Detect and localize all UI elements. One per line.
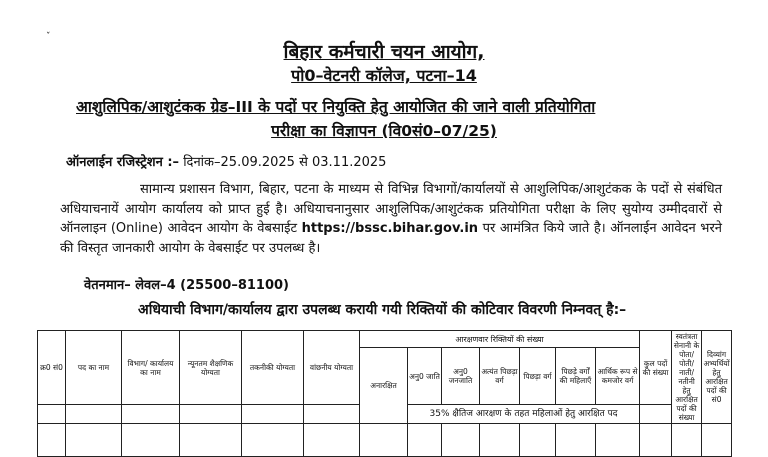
notice-paragraph — [60, 180, 722, 258]
table-cell — [360, 424, 408, 457]
header-unreserved: अनारक्षित — [360, 348, 408, 424]
pay-scale: वेतनमान– लेवल–4 (25500–81100) — [84, 278, 289, 293]
online-registration — [66, 152, 386, 170]
table-cell — [66, 405, 122, 424]
table-cell — [640, 424, 672, 457]
registration-dates: दिनांक–25.09.2025 से 03.11.2025 — [183, 155, 387, 170]
table-cell — [122, 405, 180, 424]
header-bc: पिछड़ा वर्ग — [520, 348, 556, 405]
header-st: अनु0 जनजाति — [442, 348, 480, 405]
table-cell — [66, 424, 122, 457]
table-cell — [180, 424, 242, 457]
advertisement-title-line2: परीक्षा का विज्ञापन (वि0सं0–07/25) — [271, 122, 497, 140]
header-technical-qualification: तकनीकी योग्यता — [242, 331, 304, 405]
paragraph-text-end: पर आमंत्रित किये जाते है। ऑनलाईन आवेदन भरने की विस्तृत जानकारी आयोग के वेबसाईट पर उपलब्ध है। — [60, 221, 722, 256]
registration-label: ऑनलाईन रजिस्ट्रेशन :– — [66, 155, 180, 170]
header-bc-women: पिछड़े वर्गों की महिलाएँ — [556, 348, 596, 405]
header-freedom-fighter-quota: स्वतंत्रता सेनानी के पोता/पोती/नाती/ नतीनी हेतु आरक्षित पदों की संख्या — [672, 331, 702, 424]
vacancy-table — [37, 330, 732, 457]
header-total-posts: कुल पदों की संख्या — [640, 331, 672, 405]
header-sc: अनु0 जाति — [408, 348, 442, 405]
table-cell — [304, 405, 360, 424]
scan-mark: ˇ — [46, 32, 51, 42]
table-cell — [520, 424, 556, 457]
header-ews: आर्थिक रूप से कमजोर वर्ग — [596, 348, 640, 405]
vacancy-heading: अधियाची विभाग/कार्यालय द्वारा उपलब्ध करायी गयी रिक्तियों की कोटिवार विवरणी निम्नवत् है:– — [138, 302, 627, 318]
header-department: विभाग/ कार्यालय का नाम — [122, 331, 180, 405]
header-pwd-quota: दिव्यांग अभ्यर्थियों हेतु आरक्षित पदों की सं0 — [702, 331, 732, 424]
table-cell — [480, 424, 520, 457]
advertisement-title-line1: आशुलिपिक/आशुटंकक ग्रेड–III के पदों पर नियुक्ति हेतु आयोजित की जाने वाली प्रतियोगिता — [76, 98, 596, 116]
commission-address: पो0–वेटनरी कॉलेज, पटना–14 — [291, 66, 477, 85]
table-cell — [38, 405, 66, 424]
table-cell — [442, 424, 480, 457]
header-min-education: न्यूनतम शैक्षणिक योग्यता — [180, 331, 242, 405]
table-cell — [556, 424, 596, 457]
table-cell — [304, 424, 360, 457]
table-cell — [122, 424, 180, 457]
table-cell — [38, 424, 66, 457]
table-cell — [180, 405, 242, 424]
table-cell — [242, 405, 304, 424]
table-cell — [702, 424, 732, 457]
table-cell — [242, 424, 304, 457]
header-ebc: अत्यंत पिछड़ा वर्ग — [480, 348, 520, 405]
header-desired-qualification: वांछनीय योग्यता — [304, 331, 360, 405]
header-serial-no: क्र0 सं0 — [38, 331, 66, 405]
table-cell — [408, 424, 442, 457]
table-cell — [596, 424, 640, 457]
commission-title: बिहार कर्मचारी चयन आयोग, — [283, 41, 485, 63]
header-reservation-group: आरक्षणवार रिक्तियों की संख्या — [360, 331, 640, 348]
table-cell — [640, 405, 672, 424]
women-reservation-note: 35% क्षैतिज आरक्षण के तहत महिलाओं हेतु आरक्षित पद — [408, 405, 640, 424]
table-cell — [672, 424, 702, 457]
website-link[interactable]: https://bssc.bihar.gov.in — [301, 221, 479, 236]
header-post-name: पद का नाम — [66, 331, 122, 405]
paragraph-text-start: सामान्य प्रशासन विभाग, बिहार, पटना के माध्यम से विभिन्न विभागों/कार्यालयों से आशुलिपिक/आशुटंकक के पदों से संबंधित अधियाचनायें आयोग कार्यालय को प्राप्त हुई है। अधियाचनानुसार आशुलिपिक/आशुटंकक प्रतियोगिता परीक्षा के लिए सुयोग्य उम्मीदवारों से ऑनलाइन (Online) आवेदन आयोग के वेबसाईट — [60, 182, 722, 236]
